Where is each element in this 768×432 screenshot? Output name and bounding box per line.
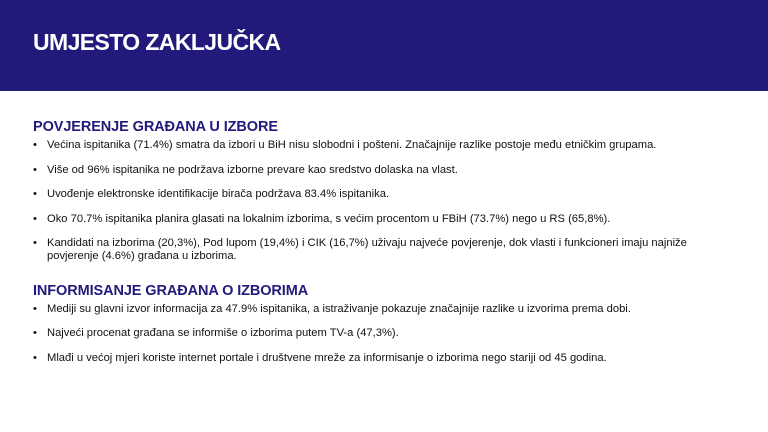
bullet-icon: • xyxy=(33,212,37,225)
list-item-text: Oko 70.7% ispitanika planira glasati na lokalnim izborima, s većim procentom u FBiH (73.7%) nego u RS (65,8%). xyxy=(47,212,611,225)
list-item-text: Najveći procenat građana se informiše o izborima putem TV-a (47,3%). xyxy=(47,327,399,340)
list-item xyxy=(33,352,733,365)
bullet-icon: • xyxy=(33,188,37,201)
list-item-text: Većina ispitanika (71.4%) smatra da izbori u BiH nisu slobodni i pošteni. Značajnije razlike postoje među etničkim grupama. xyxy=(47,139,657,151)
list-item-text: Uvođenje elektronske identifikacije birača podržava 83.4% ispitanika. xyxy=(47,188,390,201)
content-area xyxy=(33,119,733,364)
bullet-icon: • xyxy=(33,237,37,250)
bullet-icon: • xyxy=(33,351,37,364)
bullet-list-information xyxy=(33,303,733,365)
bullet-icon: • xyxy=(33,139,37,151)
bullet-icon: • xyxy=(33,302,37,315)
list-item xyxy=(33,213,733,226)
section-title-information: INFORMISANJE GRAĐANA O IZBORIMA xyxy=(33,282,309,299)
page-title: UMJESTO ZAKLJUČKA xyxy=(33,29,281,55)
bullet-icon: • xyxy=(33,327,37,340)
list-item xyxy=(33,139,733,152)
list-item-text: Kandidati na izborima (20,3%), Pod lupom (19,4%) i CIK (16,7%) uživaju najveće povjerenje, dok vlasti i funkcioneri imaju najniže povjerenje (4.6%) građana u izborima. xyxy=(47,237,687,262)
list-item-text: Mediji su glavni izvor informacija za 47.9% ispitanika, a istraživanje pokazuje značajnije razlike u izvorima prema dobi. xyxy=(47,302,631,315)
list-item xyxy=(33,188,733,201)
list-item-text: Mlađi u većoj mjeri koriste internet portale i društvene mreže za informisanje o izborima nego stariji od 45 godina. xyxy=(47,351,607,364)
header-bar xyxy=(0,0,768,91)
list-item xyxy=(33,327,733,340)
bullet-icon: • xyxy=(33,163,37,176)
list-item xyxy=(33,164,733,177)
list-item xyxy=(33,303,733,316)
list-item xyxy=(33,237,733,262)
bullet-list-trust xyxy=(33,139,733,263)
section-title-trust: POVJERENJE GRAĐANA U IZBORE xyxy=(33,119,278,135)
list-item-text: Više od 96% ispitanika ne podržava izborne prevare kao sredstvo dolaska na vlast. xyxy=(47,163,458,176)
